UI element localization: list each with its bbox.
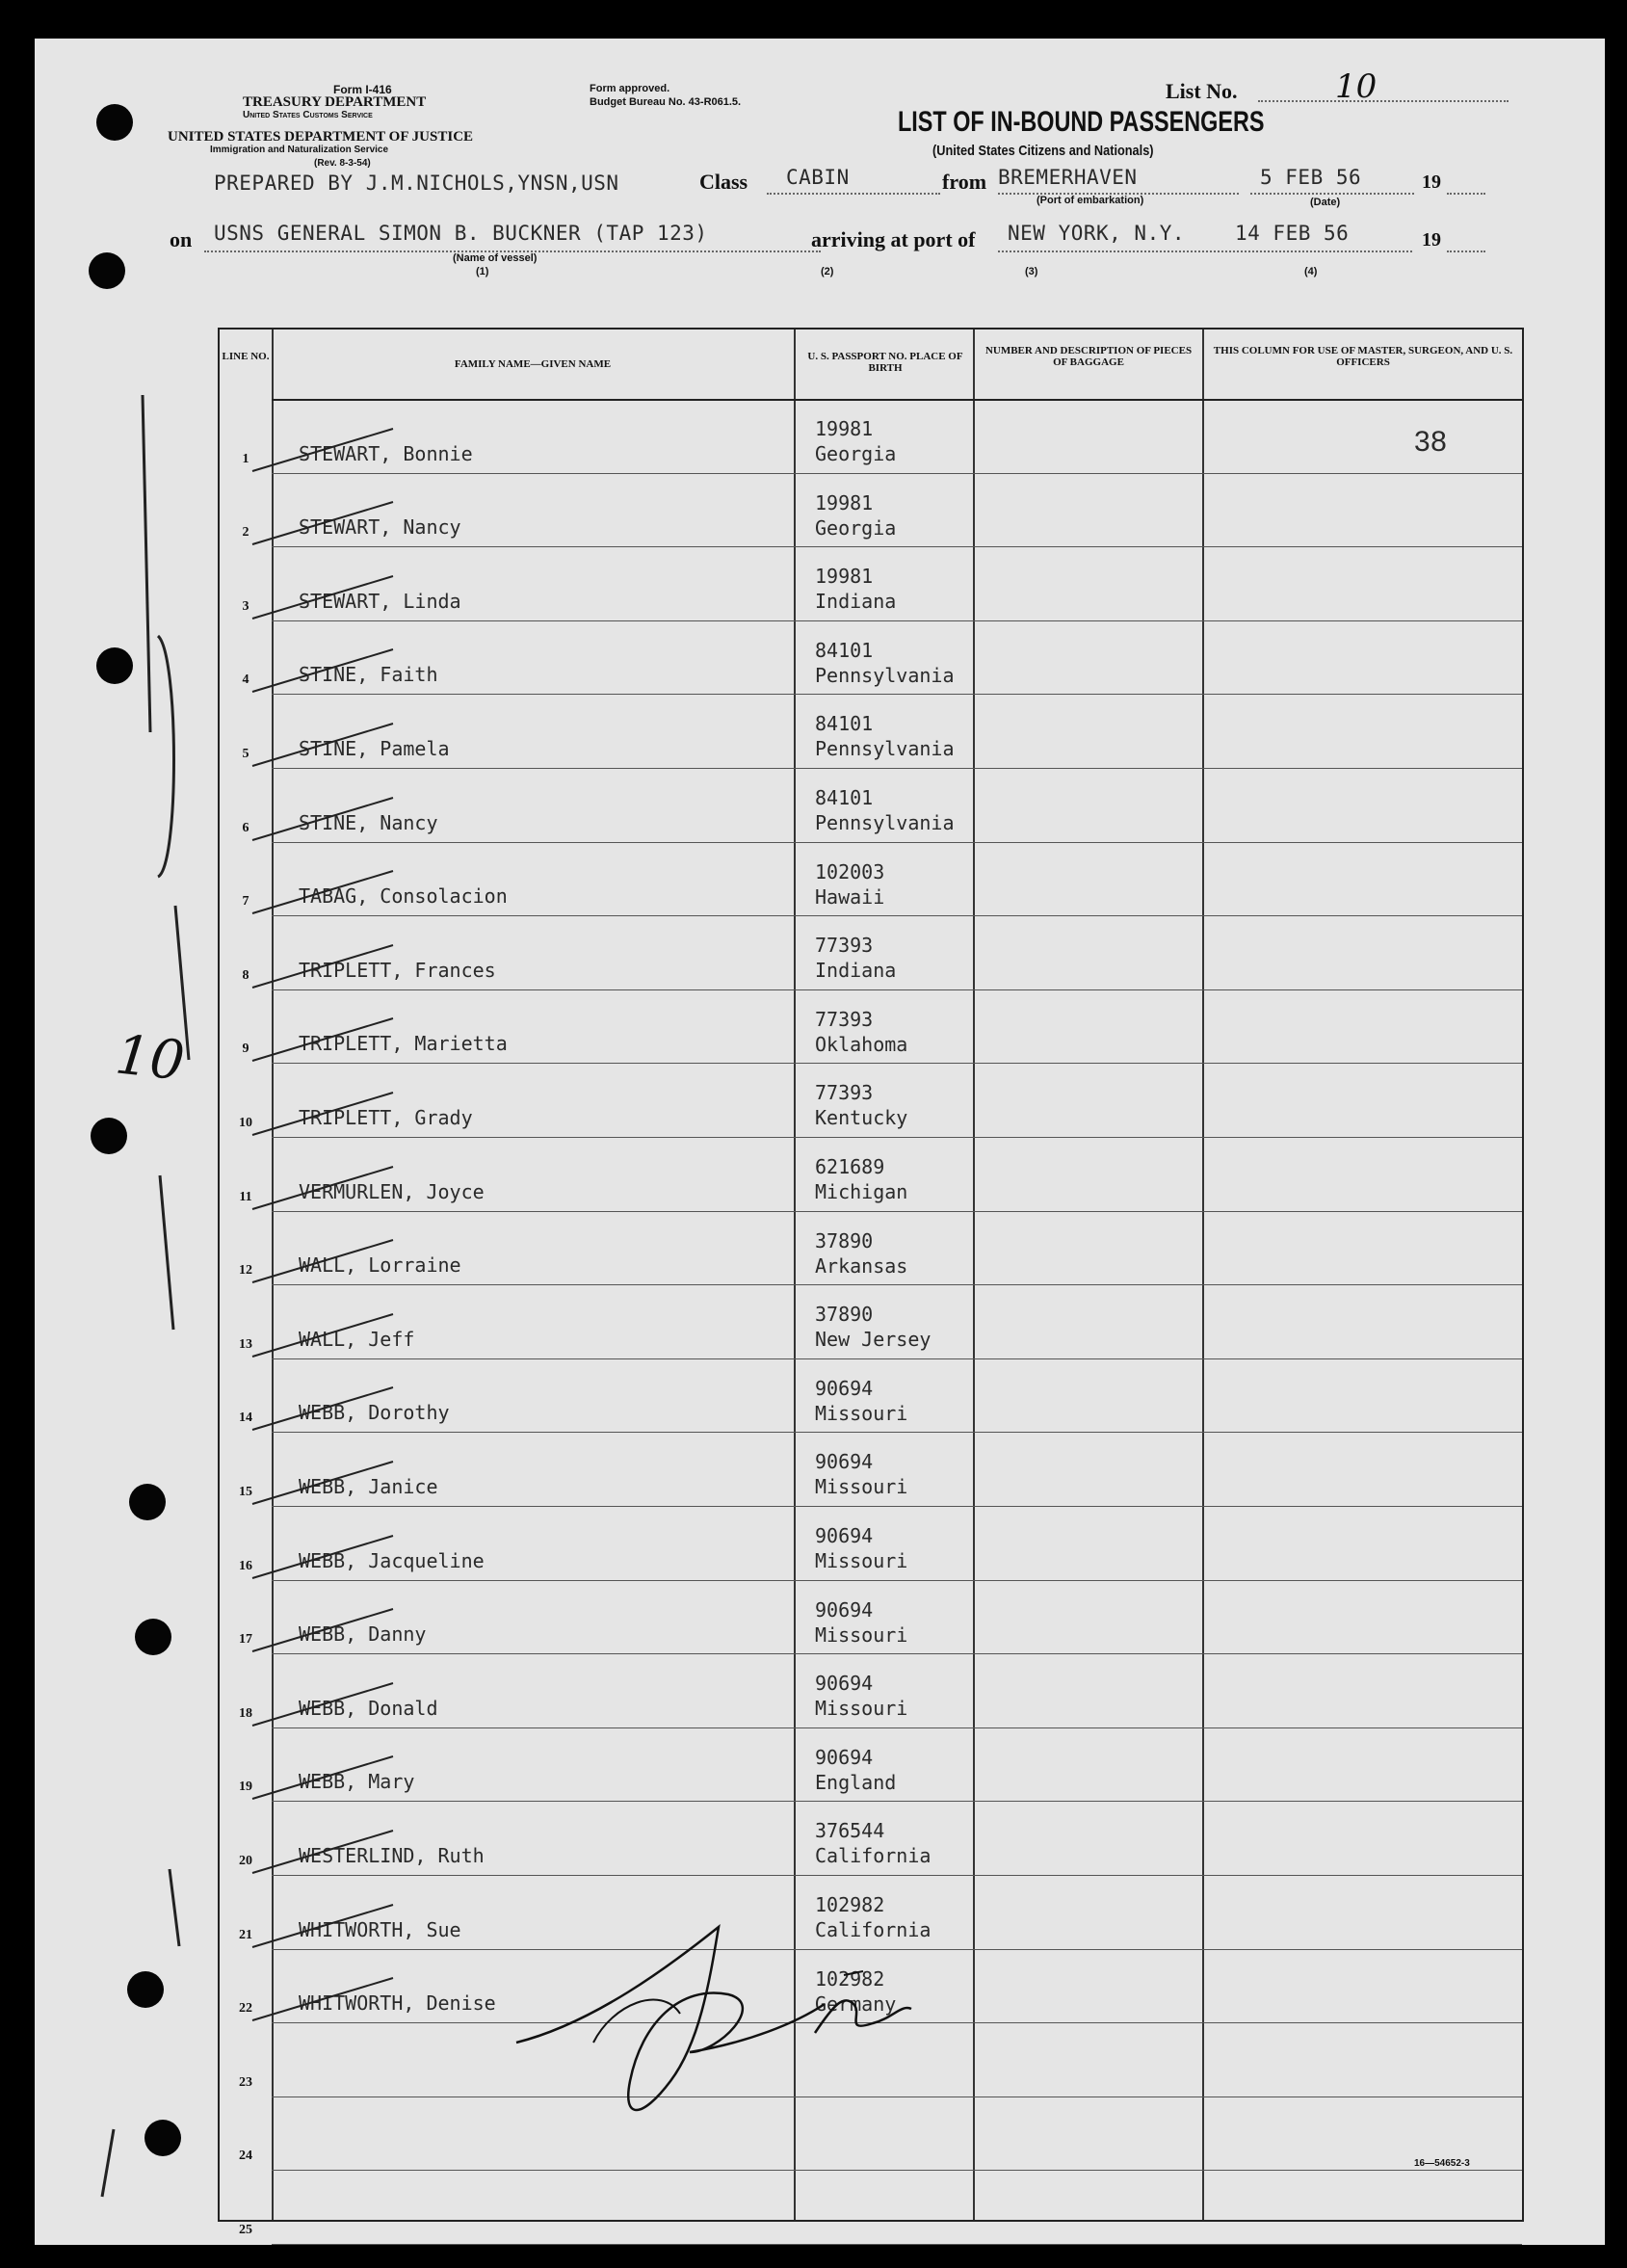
line-number: 11 <box>239 1189 252 1204</box>
line-number: 6 <box>242 820 249 835</box>
vessel-caption: (Name of vessel) <box>453 252 538 264</box>
place-of-birth: Pennsylvania <box>815 663 955 687</box>
check-mark <box>249 494 422 552</box>
row-rule <box>272 1801 1522 1802</box>
passenger-name: TRIPLETT, Marietta <box>299 1032 508 1056</box>
check-mark <box>249 1970 422 2028</box>
form-number: Form I-416 <box>333 83 392 96</box>
list-no-line <box>1258 100 1509 102</box>
passenger-name: WEBB, Dorothy <box>299 1401 450 1425</box>
passport-number: 37890 <box>815 1303 874 1327</box>
budget-bureau: Budget Bureau No. 43-R061.5. <box>590 96 742 108</box>
passport-cell <box>815 1302 931 1352</box>
check-mark <box>249 1528 422 1586</box>
row-rule <box>272 1358 1522 1359</box>
passenger-name: STINE, Faith <box>299 663 438 687</box>
place-of-birth: Missouri <box>815 1475 908 1499</box>
line-number: 8 <box>242 967 249 983</box>
customs-service: United States Customs Service <box>243 110 373 120</box>
row-rule <box>272 1875 1522 1876</box>
page-title: LIST OF IN-BOUND PASSENGERS <box>898 106 1265 138</box>
row-rule <box>272 1653 1522 1654</box>
check-mark <box>249 1159 422 1217</box>
place-of-birth: Georgia <box>815 442 897 465</box>
row-rule <box>272 1506 1522 1507</box>
check-mark <box>249 1675 422 1733</box>
form-sheet <box>35 39 1605 2245</box>
class-line <box>767 193 940 195</box>
line-number: 22 <box>239 2001 252 2017</box>
passport-cell <box>815 416 896 466</box>
header-line-no: LINE NO. <box>222 351 270 362</box>
passport-cell <box>815 1818 931 1868</box>
line-number: 19 <box>239 1780 252 1795</box>
form-approved: Form approved. <box>590 83 670 94</box>
line-number: 1 <box>242 451 249 466</box>
passport-number: 90694 <box>815 1376 874 1400</box>
vessel-name: USNS GENERAL SIMON B. BUCKNER (TAP 123) <box>214 222 708 245</box>
passport-cell <box>815 638 955 688</box>
justice-department: UNITED STATES DEPARTMENT OF JUSTICE <box>168 129 474 145</box>
passport-number: 90694 <box>815 1450 874 1474</box>
passenger-name: WHITWORTH, Sue <box>299 1917 461 1941</box>
passenger-name: WEBB, Donald <box>299 1696 438 1720</box>
line-number: 13 <box>239 1336 252 1352</box>
date-caption: (Date) <box>1310 197 1341 208</box>
passenger-name: TRIPLETT, Grady <box>299 1106 473 1129</box>
row-rule <box>272 1211 1522 1212</box>
line-number: 16 <box>239 1558 252 1573</box>
passport-cell <box>815 1597 907 1648</box>
passport-cell <box>815 1228 907 1279</box>
passenger-name: STEWART, Nancy <box>299 515 461 540</box>
passenger-name: WHITWORTH, Denise <box>299 1991 496 2016</box>
passport-number: 84101 <box>815 786 874 809</box>
passenger-name: STINE, Pamela <box>299 737 450 760</box>
passenger-name: WALL, Jeff <box>299 1327 415 1351</box>
line-number: 4 <box>242 672 249 688</box>
passenger-name: STINE, Nancy <box>299 810 438 834</box>
passport-cell <box>815 933 896 983</box>
revision-date: (Rev. 8-3-54) <box>314 158 371 169</box>
arriving-label: arriving at port of <box>811 227 976 251</box>
passenger-name: TRIPLETT, Frances <box>299 958 496 982</box>
row-rule <box>272 473 1522 474</box>
line-number: 2 <box>242 525 249 541</box>
row-rule <box>272 1580 1522 1581</box>
header-passport: U. S. PASSPORT NO. PLACE OF BIRTH <box>807 351 963 374</box>
place-of-birth: Michigan <box>815 1180 908 1203</box>
treasury-department: TREASURY DEPARTMENT <box>243 94 427 110</box>
check-mark <box>249 1085 422 1143</box>
row-rule <box>272 2244 1522 2245</box>
place-of-birth: Pennsylvania <box>815 811 955 834</box>
list-no-label: List No. <box>1166 79 1238 103</box>
passport-cell <box>815 1523 907 1573</box>
check-mark <box>249 937 422 995</box>
col-divider <box>1202 330 1204 2220</box>
passport-number: 102982 <box>815 1966 885 1991</box>
year-line-a <box>1447 193 1485 195</box>
line-number: 25 <box>239 2223 252 2237</box>
passport-number: 90694 <box>815 1524 874 1547</box>
passport-cell <box>815 564 896 614</box>
passport-cell <box>815 1080 907 1130</box>
place-of-birth: Georgia <box>815 515 897 540</box>
check-mark <box>249 790 422 848</box>
row-rule <box>272 842 1522 843</box>
signature <box>478 1908 921 2129</box>
check-mark <box>249 1601 422 1659</box>
passport-number: 621689 <box>815 1155 885 1178</box>
passenger-name: STEWART, Bonnie <box>299 441 473 465</box>
passport-number: 19981 <box>815 490 874 514</box>
passport-number: 77393 <box>815 1007 874 1031</box>
passport-number: 102003 <box>815 859 885 883</box>
passport-cell <box>815 1154 907 1204</box>
prepared-by: PREPARED BY J.M.NICHOLS,YNSN,USN <box>214 171 619 195</box>
line-number: 7 <box>242 894 249 910</box>
row-rule <box>272 1063 1522 1064</box>
passport-number: 37890 <box>815 1228 874 1253</box>
place-of-birth: Missouri <box>815 1549 908 1572</box>
line-number: 24 <box>239 2149 252 2164</box>
place-of-birth: England <box>815 1770 897 1794</box>
line-number: 10 <box>239 1116 252 1130</box>
passport-number: 19981 <box>815 565 874 589</box>
line-number: 21 <box>239 1927 252 1942</box>
passport-cell <box>815 1007 907 1057</box>
check-mark <box>249 1232 422 1290</box>
passport-cell <box>815 711 955 761</box>
passenger-name: WEBB, Jacqueline <box>299 1548 485 1572</box>
col-divider <box>973 330 975 2220</box>
line-number: 17 <box>239 1632 252 1648</box>
margin-marks <box>35 39 227 2245</box>
line-number: 9 <box>242 1042 249 1057</box>
line-number: 15 <box>239 1485 252 1499</box>
line-number: 20 <box>239 1854 252 1868</box>
passenger-name: STEWART, Linda <box>299 589 461 613</box>
line-number: 14 <box>239 1411 252 1426</box>
passport-number: 84101 <box>815 638 874 662</box>
passport-cell <box>815 1376 907 1426</box>
class-value: CABIN <box>786 166 850 189</box>
passenger-name: VERMURLEN, Joyce <box>299 1179 485 1203</box>
place-of-birth: Pennsylvania <box>815 737 955 761</box>
header-baggage: NUMBER AND DESCRIPTION OF PIECES OF BAGGAGE <box>984 345 1193 368</box>
row-rule <box>272 546 1522 547</box>
margin-note: 10 <box>112 1023 188 1094</box>
passenger-name: WEBB, Danny <box>299 1622 427 1647</box>
passport-cell <box>815 785 955 835</box>
row-rule <box>272 915 1522 916</box>
col-1-marker: (1) <box>476 266 489 277</box>
place-of-birth: Missouri <box>815 1622 908 1647</box>
passport-number: 77393 <box>815 934 874 958</box>
row-rule <box>272 1432 1522 1433</box>
page-subtitle: (United States Citizens and Nationals) <box>932 143 1154 159</box>
arrival-date: 14 FEB 56 <box>1235 222 1350 245</box>
passport-number: 90694 <box>815 1745 874 1769</box>
on-label: on <box>170 227 193 251</box>
place-of-birth: Missouri <box>815 1697 908 1721</box>
passport-cell <box>815 1449 907 1499</box>
place-of-birth: California <box>815 1918 932 1941</box>
passenger-name: TABAG, Consolacion <box>299 884 508 909</box>
row-rule <box>272 1727 1522 1728</box>
footer-code: 16—54652-3 <box>1414 2158 1470 2169</box>
check-mark <box>249 1011 422 1068</box>
row-rule <box>272 1137 1522 1138</box>
col-2-marker: (2) <box>821 266 834 277</box>
passport-number: 77393 <box>815 1081 874 1105</box>
line-number: 23 <box>239 2074 252 2090</box>
check-mark <box>249 421 422 479</box>
passenger-name: WALL, Lorraine <box>299 1253 461 1278</box>
header-officers: THIS COLUMN FOR USE OF MASTER, SURGEON, AND U. S. OFFICERS <box>1213 345 1513 368</box>
check-mark <box>249 568 422 626</box>
col-3-marker: (3) <box>1025 266 1038 277</box>
place-of-birth: Missouri <box>815 1401 908 1425</box>
place-of-birth: Indiana <box>815 959 897 983</box>
check-mark <box>249 716 422 774</box>
line-number: 12 <box>239 1263 252 1279</box>
check-mark <box>249 642 422 699</box>
row-rule <box>272 1284 1522 1285</box>
place-of-birth: Oklahoma <box>815 1032 908 1056</box>
from-label: from <box>942 170 987 194</box>
header-name: FAMILY NAME—GIVEN NAME <box>454 358 612 370</box>
passenger-name: WEBB, Janice <box>299 1475 438 1498</box>
passport-cell <box>815 859 884 910</box>
arrival-port: NEW YORK, N.Y. <box>1008 222 1186 245</box>
place-of-birth: California <box>815 1844 932 1868</box>
year-line-b <box>1447 251 1485 252</box>
header-rule <box>272 399 1522 401</box>
passport-number: 19981 <box>815 417 874 440</box>
line-number: 18 <box>239 1705 252 1721</box>
passenger-name: WESTERLIND, Ruth <box>299 1844 485 1867</box>
passport-number: 376544 <box>815 1819 885 1843</box>
passport-number: 84101 <box>815 712 874 736</box>
place-of-birth: Arkansas <box>815 1253 908 1278</box>
year-19-b: 19 <box>1422 229 1441 251</box>
from-value: BREMERHAVEN <box>998 166 1138 189</box>
check-mark <box>249 1306 422 1364</box>
check-mark <box>249 1749 422 1806</box>
passport-number: 90694 <box>815 1597 874 1622</box>
year-19-a: 19 <box>1422 171 1441 193</box>
place-of-birth: Indiana <box>815 590 897 614</box>
depart-date: 5 FEB 56 <box>1260 166 1362 189</box>
port-line <box>998 251 1412 252</box>
passport-cell <box>815 1671 907 1721</box>
place-of-birth: Hawaii <box>815 884 885 909</box>
line-number: 5 <box>242 747 249 761</box>
place-of-birth: Kentucky <box>815 1106 908 1130</box>
check-mark <box>249 1823 422 1881</box>
col-4-marker: (4) <box>1304 266 1318 277</box>
check-mark <box>249 1897 422 1955</box>
passport-number: 90694 <box>815 1672 874 1696</box>
check-mark <box>249 1454 422 1512</box>
row-rule <box>272 620 1522 621</box>
line-number: 3 <box>242 598 249 614</box>
ins-service: Immigration and Naturalization Service <box>210 145 389 155</box>
from-caption: (Port of embarkation) <box>1037 195 1144 206</box>
place-of-birth: New Jersey <box>815 1328 932 1352</box>
officer-note: 38 <box>1414 426 1448 458</box>
list-no-value: 10 <box>1335 67 1378 106</box>
row-rule <box>272 2170 1522 2171</box>
date-line-a <box>1250 193 1414 195</box>
row-rule <box>272 694 1522 695</box>
row-rule <box>272 768 1522 769</box>
passport-number: 102982 <box>815 1893 885 1916</box>
passport-cell <box>815 490 896 541</box>
check-mark <box>249 863 422 921</box>
check-mark <box>249 1380 422 1437</box>
passport-cell <box>815 1745 896 1795</box>
row-rule <box>272 989 1522 990</box>
passenger-name: WEBB, Mary <box>299 1770 415 1794</box>
place-of-birth: Germany <box>815 1991 897 2016</box>
class-label: Class <box>699 170 748 194</box>
